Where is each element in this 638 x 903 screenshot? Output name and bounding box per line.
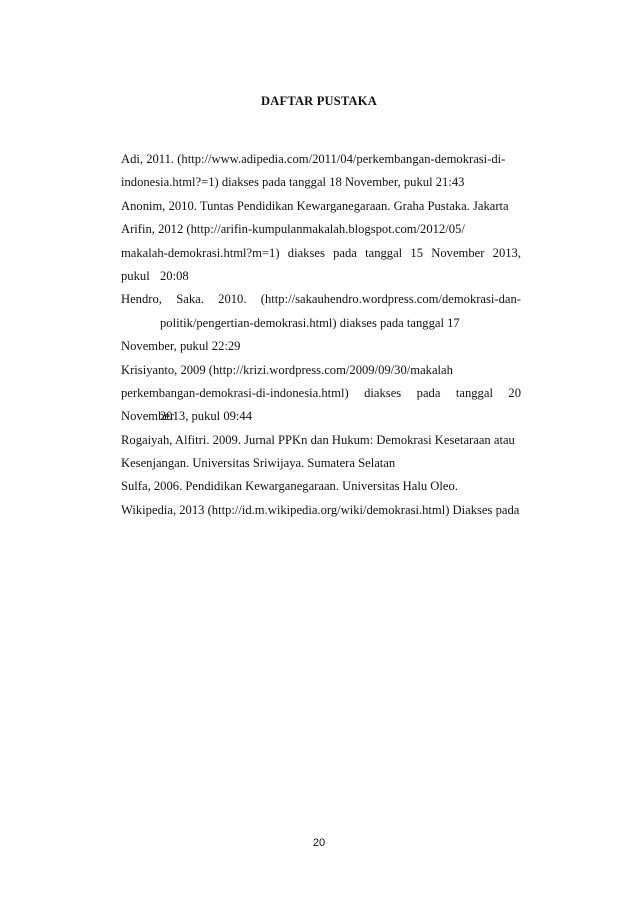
reference-line: Hendro, Saka. 2010. (http://sakauhendro.wordpress.com/demokrasi-dan- — [121, 292, 521, 307]
reference-line: Adi, 2011. (http://www.adipedia.com/2011/04/perkembangan-demokrasi-di- — [121, 152, 506, 166]
reference-entry — [121, 335, 521, 358]
reference-line: Anonim, 2010. Tuntas Pendidikan Kewarganegaraan. Graha Pustaka. Jakarta — [121, 198, 509, 213]
reference-line: 20:08 — [160, 268, 189, 283]
reference-entry — [121, 429, 521, 476]
reference-entry — [121, 499, 521, 522]
reference-entry — [121, 195, 521, 218]
reference-line: Kesenjangan. Universitas Sriwijaya. Sumatera Selatan — [121, 456, 396, 471]
page-title: DAFTAR PUSTAKA — [261, 94, 377, 108]
reference-line: 2013, pukul 09:44 — [160, 409, 253, 424]
reference-line: indonesia.html?=1) diakses pada tanggal 18 November, pukul 21:43 — [121, 175, 465, 190]
reference-line: November, pukul 22:29 — [121, 339, 241, 354]
page-number: 20 — [312, 837, 326, 849]
reference-line: politik/pengertian-demokrasi.html) diakses pada tanggal 17 — [160, 315, 460, 330]
reference-entry — [121, 218, 521, 288]
reference-line: makalah-demokrasi.html?m=1) diakses pada tanggal 15 November 2013, pukul — [121, 245, 521, 283]
reference-line: Rogaiyah, Alfitri. 2009. Jurnal PPKn dan Hukum: Demokrasi Kesetaraan atau — [121, 432, 515, 447]
reference-entry — [121, 359, 521, 429]
reference-line: Krisiyanto, 2009 (http://krizi.wordpress.com/2009/09/30/makalah — [121, 362, 453, 377]
reference-line: Sulfa, 2006. Pendidikan Kewarganegaraan. Universitas Halu Oleo. — [121, 479, 458, 494]
reference-entry — [121, 475, 521, 498]
reference-entry — [121, 148, 521, 195]
reference-line: perkembangan-demokrasi-di-indonesia.html) diakses pada tanggal 20 November — [121, 385, 521, 424]
reference-list — [121, 148, 521, 522]
reference-entry — [121, 288, 521, 335]
reference-line: Arifin, 2012 (http://arifin-kumpulanmakalah.blogspot.com/2012/05/ — [121, 222, 465, 237]
reference-line: Wikipedia, 2013 (http://id.m.wikipedia.org/wiki/demokrasi.html) Diakses pada — [121, 502, 520, 517]
